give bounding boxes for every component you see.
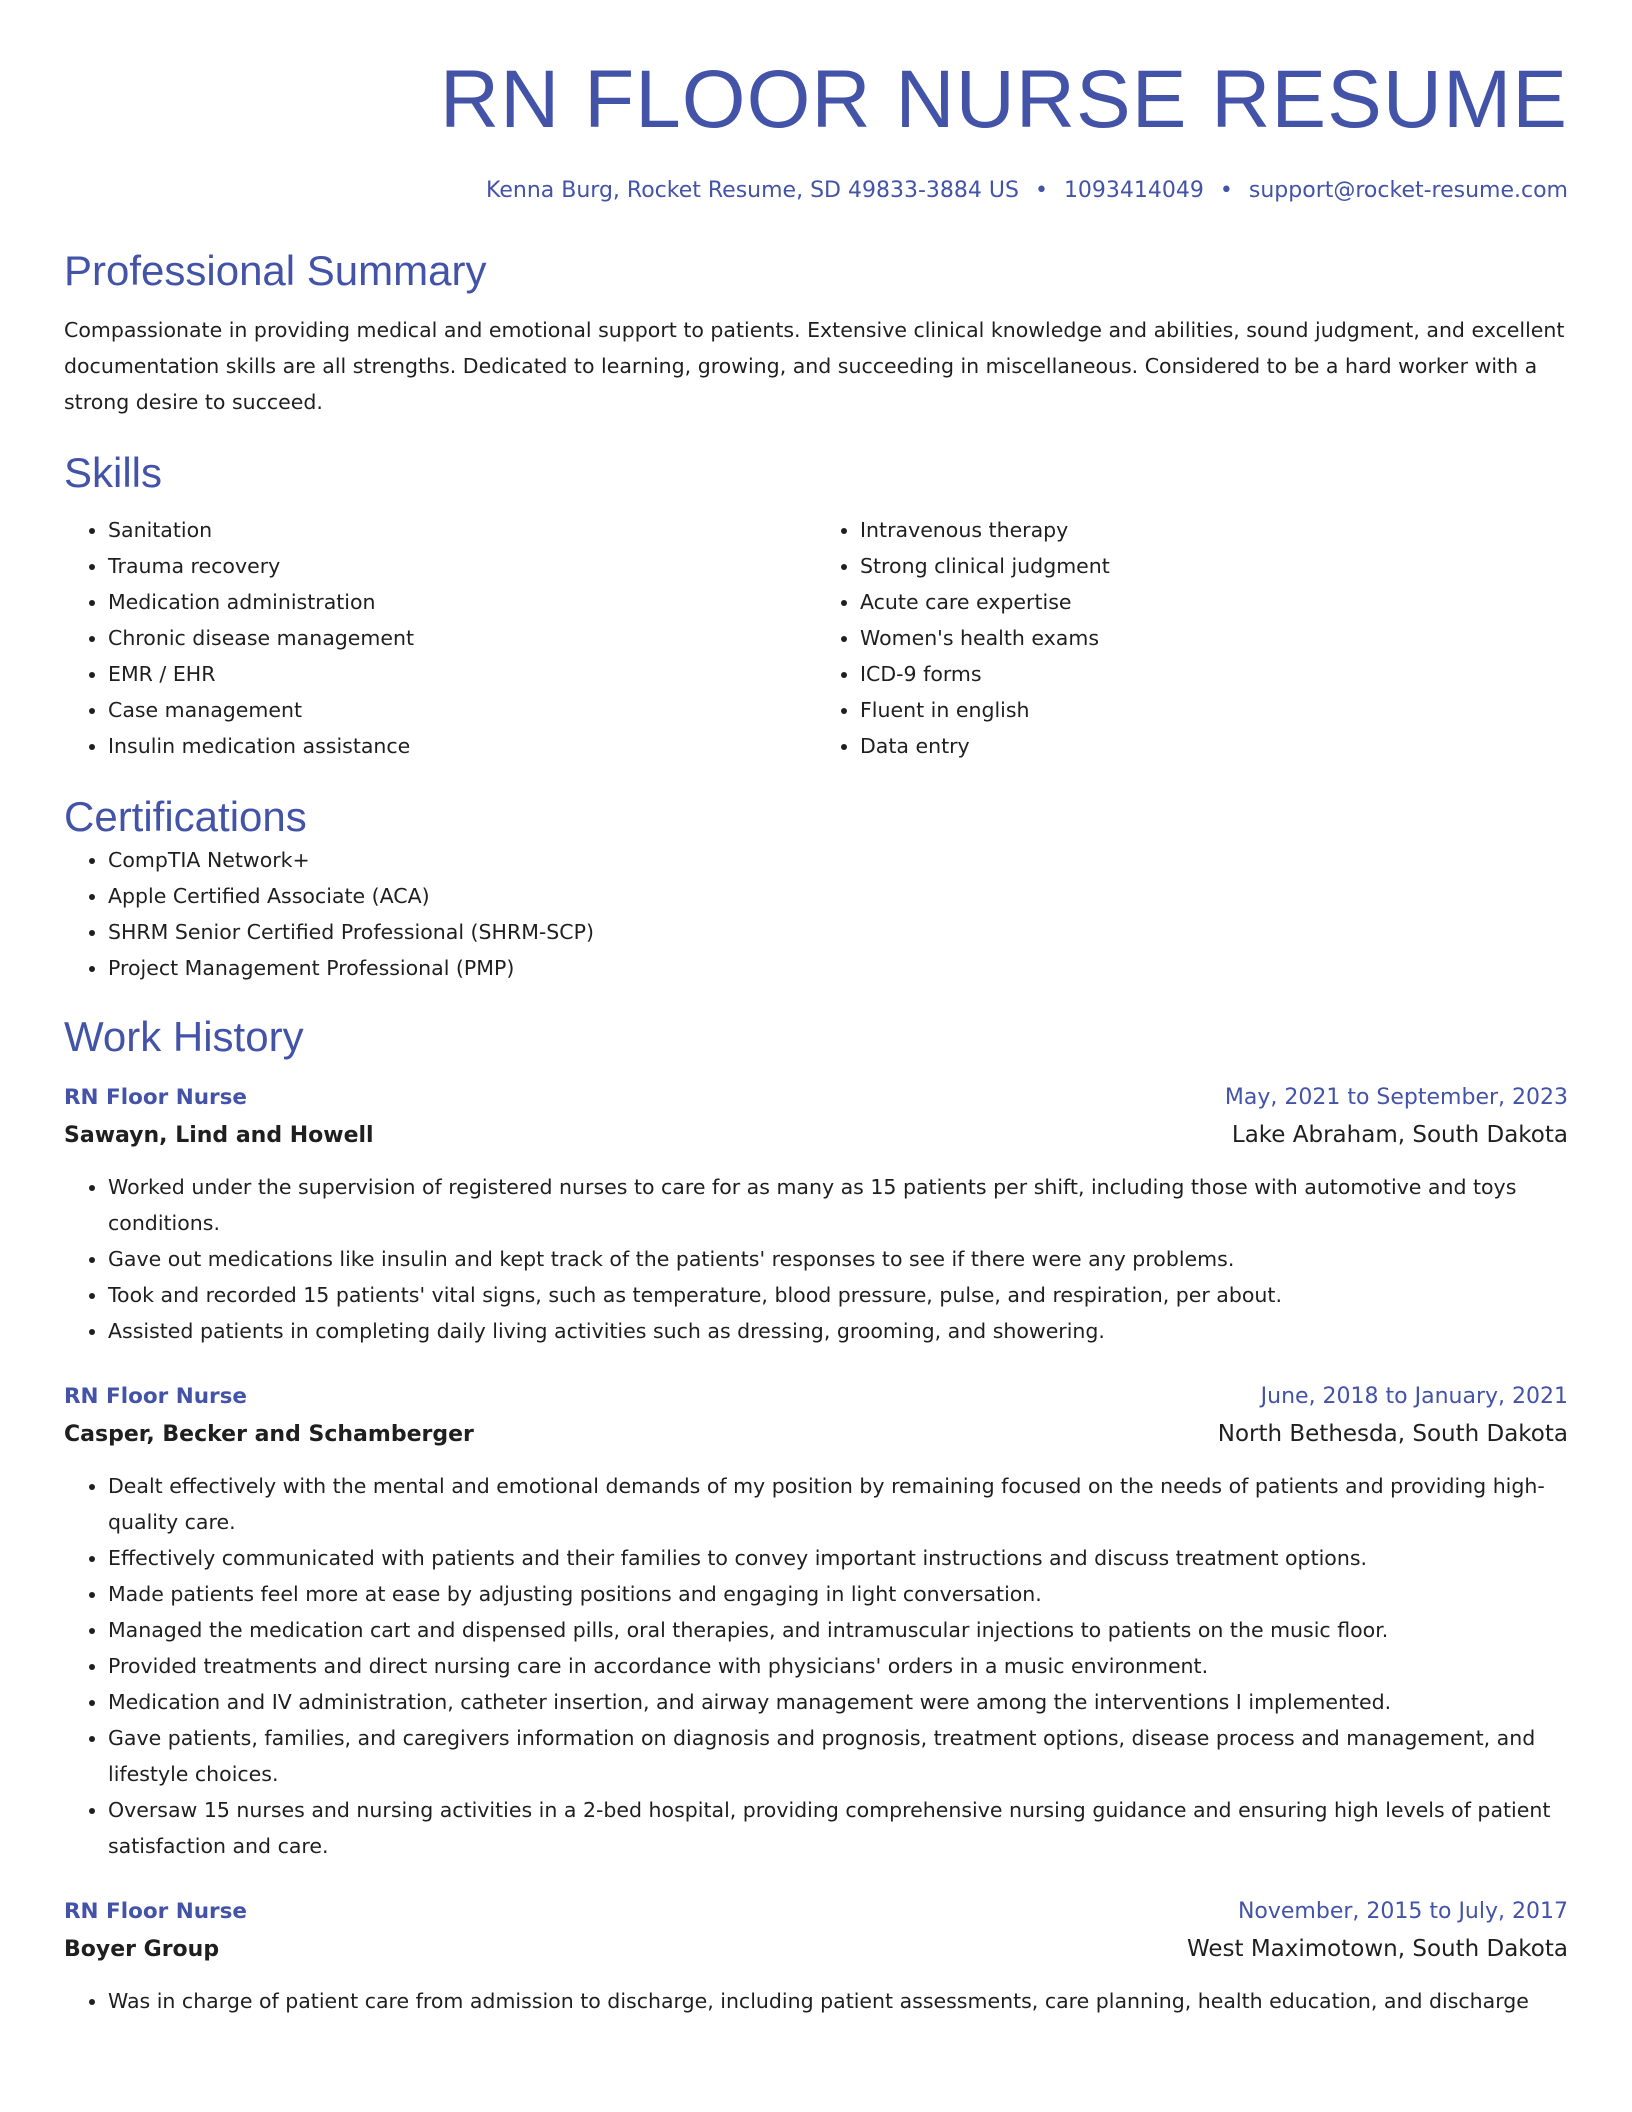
- job-duty: • Effectively communicated with patients and their families to convey important instructions and discuss treatment options.: [108, 1540, 1568, 1576]
- job-header-row: [64, 1379, 1568, 1415]
- skill-item: • Chronic disease management: [108, 620, 816, 656]
- skill-item: • ICD-9 forms: [860, 656, 1568, 692]
- resume-title: RN FLOOR NURSE RESUME: [439, 54, 1568, 145]
- job-duty: • Gave patients, families, and caregivers information on diagnosis and prognosis, treatment options, disease process and management, and lifestyle choices.: [108, 1720, 1568, 1792]
- job-duties-list: [64, 1169, 1568, 1349]
- skill-item: • Data entry: [860, 728, 1568, 764]
- job-company: Sawayn, Lind and Howell: [64, 1123, 374, 1148]
- job-company: Casper, Becker and Schamberger: [64, 1422, 474, 1447]
- job-duties-list: [64, 1983, 1568, 2019]
- certifications-heading: Certifications: [64, 793, 307, 840]
- job-duty: • Was in charge of patient care from admission to discharge, including patient assessments, care planning, health education, and discharge: [108, 1983, 1568, 2019]
- job-duty: • Made patients feel more at ease by adjusting positions and engaging in light conversation.: [108, 1576, 1568, 1612]
- job-duty: • Provided treatments and direct nursing care in accordance with physicians' orders in a music environment.: [108, 1648, 1568, 1684]
- job-role: RN Floor Nurse: [64, 1085, 248, 1110]
- skills-list-right: [816, 512, 1568, 764]
- contact-line: [64, 176, 1568, 206]
- job-dates: May, 2021 to September, 2023: [1224, 1085, 1568, 1110]
- job-company-row: [64, 1415, 1568, 1454]
- job-duty: • Medication and IV administration, catheter insertion, and airway management were among the interventions I implemented.: [108, 1684, 1568, 1720]
- skills-heading: Skills: [64, 449, 163, 496]
- job-duty: • Dealt effectively with the mental and emotional demands of my position by remaining focused on the needs of patients and providing high-quality care.: [108, 1468, 1568, 1540]
- job-location: North Bethesda, South Dakota: [1217, 1421, 1568, 1447]
- contact-email[interactable]: support@rocket-resume.com: [1248, 178, 1568, 203]
- contact-address: Kenna Burg, Rocket Resume, SD 49833-3884 US: [486, 178, 1019, 203]
- skill-item: • EMR / EHR: [108, 656, 816, 692]
- skill-item: • Sanitation: [108, 512, 816, 548]
- skill-item: • Women's health exams: [860, 620, 1568, 656]
- skill-item: • Intravenous therapy: [860, 512, 1568, 548]
- job-company: Boyer Group: [64, 1937, 220, 1962]
- certification-item: • CompTIA Network+: [108, 842, 1568, 878]
- job-dates: June, 2018 to January, 2021: [1260, 1384, 1568, 1409]
- job-duty: • Managed the medication cart and dispensed pills, oral therapies, and intramuscular injections to patients on the music floor.: [108, 1612, 1568, 1648]
- job-role: RN Floor Nurse: [64, 1384, 248, 1409]
- skill-item: • Medication administration: [108, 584, 816, 620]
- skills-list-left: [64, 512, 816, 764]
- job-duty: • Worked under the supervision of registered nurses to care for as many as 15 patients per shift, including those with automotive and toys conditions.: [108, 1169, 1568, 1241]
- job-duty: • Assisted patients in completing daily living activities such as dressing, grooming, and showering.: [108, 1313, 1568, 1349]
- summary-text: Compassionate in providing medical and emotional support to patients. Extensive clinical knowledge and abilities, sound judgment, and excellent documentation skills are all strengths. Dedicated to learning, growing, and succeeding in miscellaneous. Considered to be a hard worker with a strong desire to succeed.: [64, 318, 1565, 414]
- certifications-list: [64, 842, 1568, 986]
- skill-item: • Fluent in english: [860, 692, 1568, 728]
- certification-item: • Apple Certified Associate (ACA): [108, 878, 1568, 914]
- job-company-row: [64, 1116, 1568, 1155]
- certification-item: • SHRM Senior Certified Professional (SHRM-SCP): [108, 914, 1568, 950]
- job-duty: • Oversaw 15 nurses and nursing activities in a 2-bed hospital, providing comprehensive nursing guidance and ensuring high levels of patient satisfaction and care.: [108, 1792, 1568, 1864]
- certification-item: • Project Management Professional (PMP): [108, 950, 1568, 986]
- job-duty: • Gave out medications like insulin and kept track of the patients' responses to see if there were any problems.: [108, 1241, 1568, 1277]
- job-header-row: [64, 1894, 1568, 1930]
- job-entry: [64, 1894, 1568, 2019]
- skill-item: • Strong clinical judgment: [860, 548, 1568, 584]
- skill-item: • Acute care expertise: [860, 584, 1568, 620]
- job-company-row: [64, 1930, 1568, 1969]
- job-role: RN Floor Nurse: [64, 1899, 248, 1924]
- job-dates: November, 2015 to July, 2017: [1237, 1899, 1568, 1924]
- work-history-heading: Work History: [64, 1013, 304, 1060]
- contact-phone: 1093414049: [1063, 178, 1204, 203]
- job-location: Lake Abraham, South Dakota: [1231, 1122, 1568, 1148]
- job-duties-list: [64, 1468, 1568, 1864]
- job-entry: [64, 1080, 1568, 1349]
- skill-item: • Insulin medication assistance: [108, 728, 816, 764]
- contact-separator: •: [1219, 178, 1233, 203]
- skill-item: • Case management: [108, 692, 816, 728]
- summary-heading: Professional Summary: [64, 247, 487, 294]
- skill-item: • Trauma recovery: [108, 548, 816, 584]
- job-entry: [64, 1379, 1568, 1864]
- job-duty: • Took and recorded 15 patients' vital signs, such as temperature, blood pressure, pulse, and respiration, per about.: [108, 1277, 1568, 1313]
- skills-grid: [64, 512, 1568, 764]
- contact-separator: •: [1034, 178, 1048, 203]
- job-header-row: [64, 1080, 1568, 1116]
- job-location: West Maximotown, South Dakota: [1186, 1936, 1568, 1962]
